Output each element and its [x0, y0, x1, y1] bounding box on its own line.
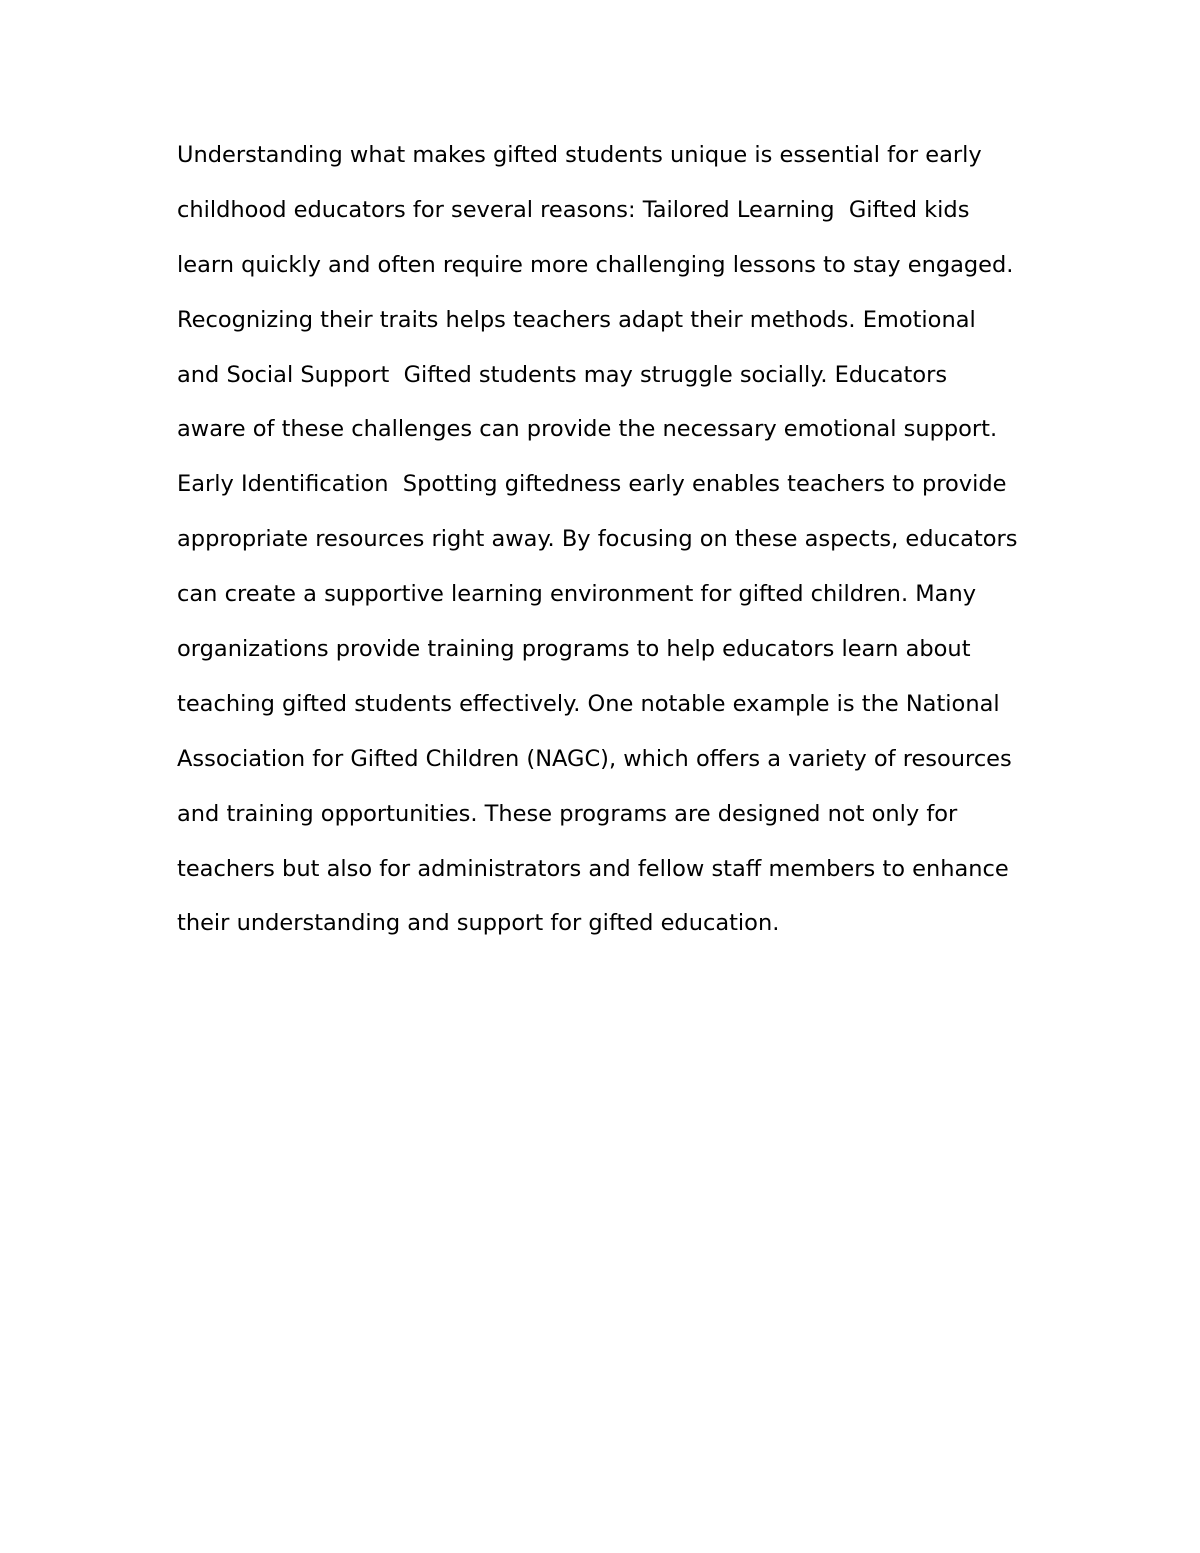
text-line: their understanding and support for gifted education. — [177, 910, 780, 937]
text-line: teachers but also for administrators and fellow staff members to enhance — [177, 855, 1009, 882]
text-line: childhood educators for several reasons: Tailored Learning Gifted kids — [177, 196, 970, 223]
text-line: Recognizing their traits helps teachers adapt their methods. Emotional — [177, 306, 976, 333]
text-line: learn quickly and often require more challenging lessons to stay engaged. — [177, 251, 1014, 278]
text-line: teaching gifted students effectively. One notable example is the National — [177, 690, 1000, 717]
body-paragraph — [177, 128, 1077, 951]
text-line: can create a supportive learning environment for gifted children. Many — [177, 581, 977, 608]
text-line: and training opportunities. These programs are designed not only for — [177, 800, 958, 827]
text-line: aware of these challenges can provide the necessary emotional support. — [177, 416, 998, 443]
text-line: and Social Support Gifted students may struggle socially. Educators — [177, 361, 948, 388]
text-line: Understanding what makes gifted students unique is essential for early — [177, 142, 982, 168]
text-line: Association for Gifted Children (NAGC), which offers a variety of resources — [177, 745, 1012, 772]
text-line: organizations provide training programs to help educators learn about — [177, 636, 971, 663]
text-line: Early Identification Spotting giftedness early enables teachers to provide — [177, 471, 1007, 498]
text-line: appropriate resources right away. By focusing on these aspects, educators — [177, 526, 1018, 553]
